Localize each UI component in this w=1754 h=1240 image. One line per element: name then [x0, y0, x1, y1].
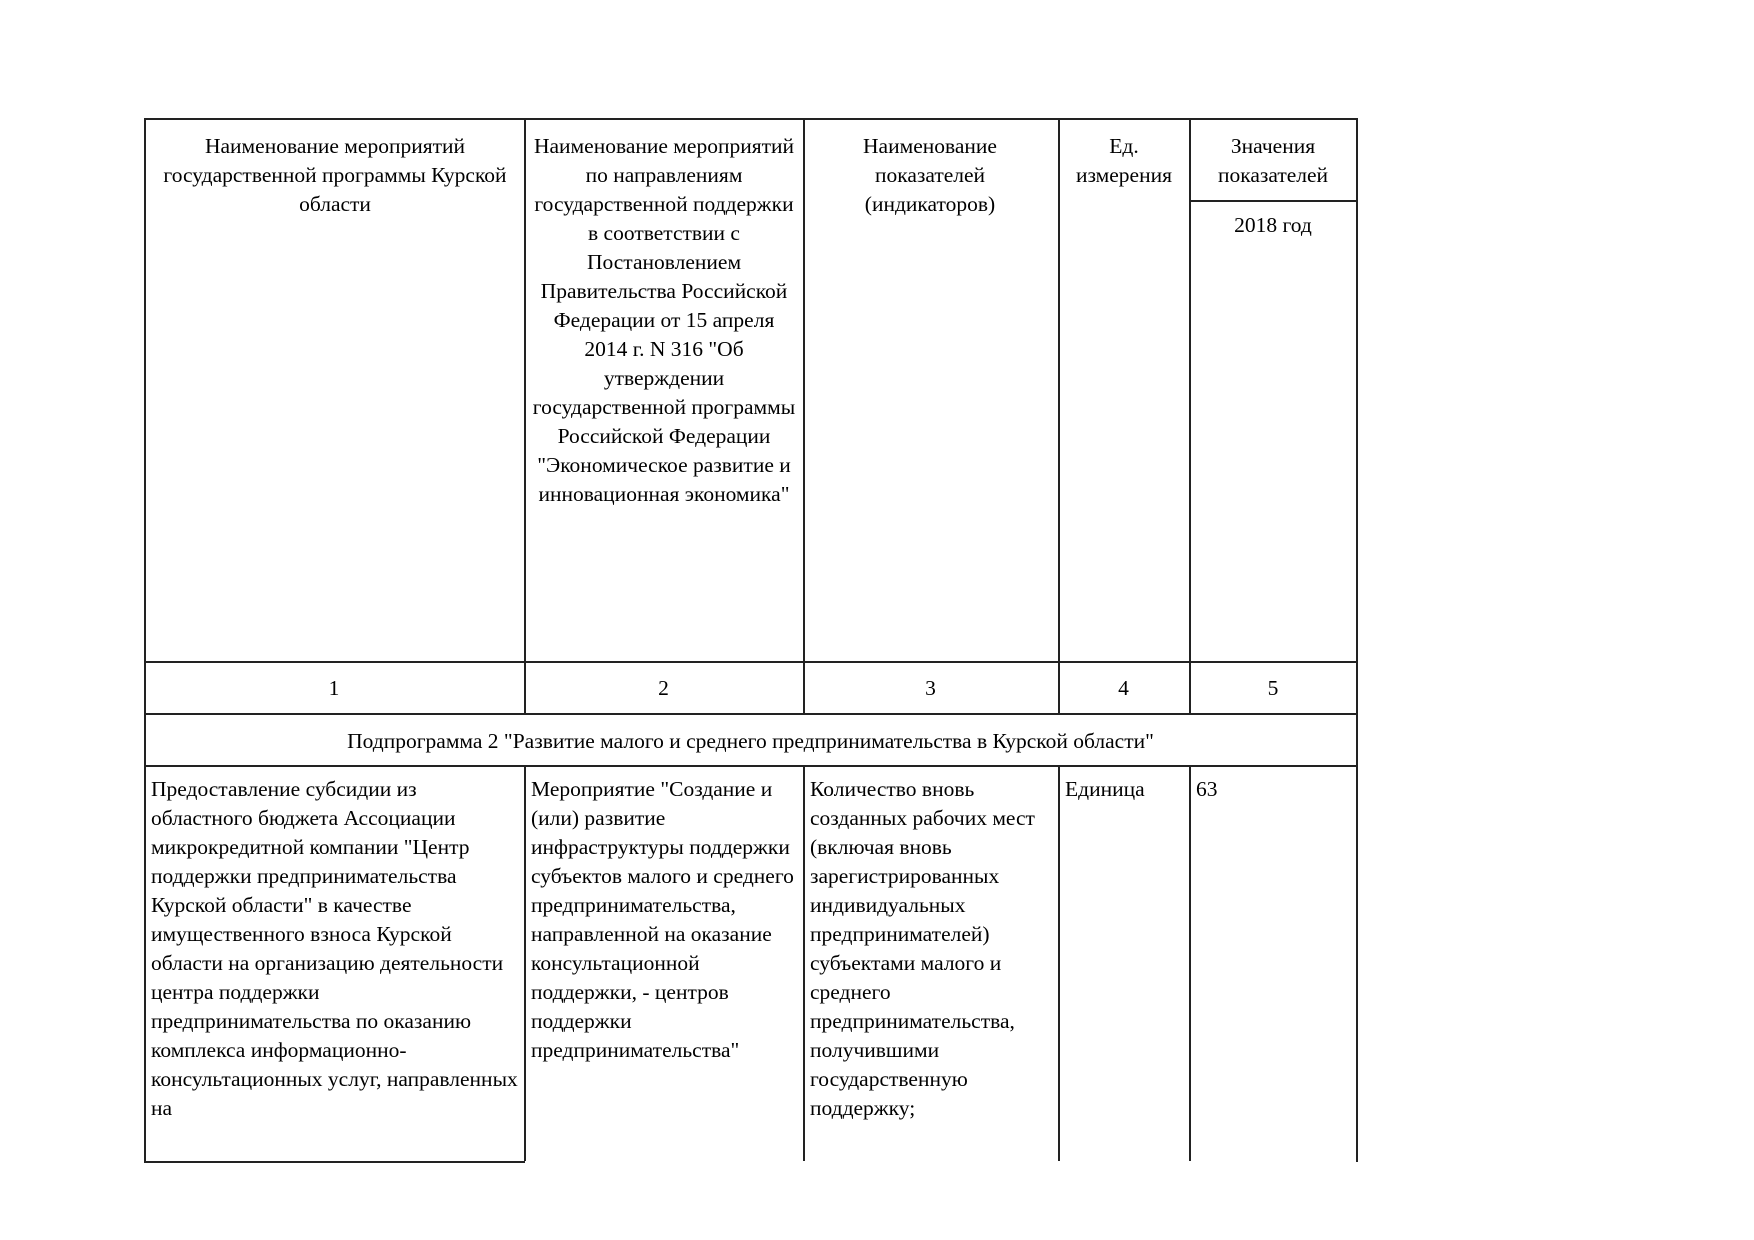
column-number-2: 2 [658, 676, 669, 700]
row-indicator: Количество вновь созданных рабочих мест (включая вновь зарегистрированных индивидуальных предпринимателей) субъектами малого и среднего предпринимательства, получившими государственную поддержку; [810, 777, 1035, 1120]
col-divider-1 [524, 118, 526, 713]
column-number-4: 4 [1118, 676, 1129, 700]
col-divider-4b [1189, 765, 1191, 1161]
row-support-event: Мероприятие "Создание и (или) развитие инфраструктуры поддержки субъектов малого и среднего предпринимательства, направленной на оказание консультационной поддержки, - центров поддержки предпринимательства" [531, 777, 794, 1062]
header-col3: Наименование показателей (индикаторов) [863, 134, 997, 216]
row-event-name: Предоставление субсидии из областного бюджета Ассоциации микрокредитной компании "Центр поддержки предпринимательства Курской области" в качестве имущественного взноса Курской области на организацию деятельности центра поддержки предпринимательства по оказанию комплекса информационно-консультационных услуг, направленных на [151, 777, 518, 1120]
column-number-1: 1 [328, 676, 340, 700]
col-divider-2 [803, 118, 805, 713]
table-border-right [1356, 118, 1358, 1162]
column-number-3: 3 [925, 676, 936, 700]
table-border-top [144, 118, 1358, 120]
subprogram-title: Подпрограмма 2 "Развитие малого и среднего предпринимательства в Курской области" [347, 729, 1154, 753]
column-number-5: 5 [1267, 676, 1279, 700]
header-col2: Наименование мероприятий по направлениям государственной поддержки в соответствии с Постановлением Правительства Российской Федерации от 15 апреля 2014 г. N 316 "Об утверждении государственной программы Российской Федерации "Экономическое развитие и инновационная экономика" [532, 134, 796, 506]
col-divider-3b [1058, 765, 1060, 1161]
header-col1: Наименование мероприятий государственной программы Курской области [163, 134, 507, 216]
col-divider-4 [1189, 118, 1191, 713]
col1-bottom-border [144, 1161, 525, 1163]
header-col5: Значения показателей [1217, 134, 1329, 187]
subheader-divider [1189, 200, 1358, 202]
header-col5-year: 2018 год [1234, 213, 1312, 237]
header-col4: Ед. измерения [1075, 134, 1173, 187]
numbers-bottom-border [144, 713, 1358, 715]
header-bottom-border [144, 661, 1358, 663]
col-divider-3 [1058, 118, 1060, 713]
row-unit: Единица [1065, 777, 1145, 801]
row-value-2018: 63 [1196, 777, 1218, 801]
